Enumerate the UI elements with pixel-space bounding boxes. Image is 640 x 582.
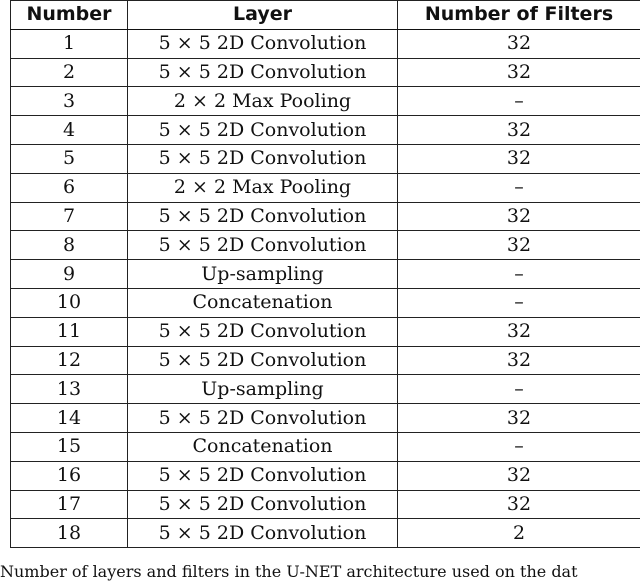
table-row — [11, 519, 640, 548]
cell-number: 17 — [11, 490, 128, 519]
cell-number: 1 — [11, 29, 128, 58]
cell-filters: 32 — [398, 490, 640, 519]
cell-layer: 5 × 5 2D Convolution — [128, 58, 398, 87]
cell-layer: 5 × 5 2D Convolution — [128, 317, 398, 346]
table-row — [11, 173, 640, 202]
cell-filters: – — [398, 173, 640, 202]
cell-filters: 2 — [398, 519, 640, 548]
cell-number: 5 — [11, 144, 128, 173]
cell-number: 4 — [11, 116, 128, 145]
table-row — [11, 404, 640, 433]
cell-number: 10 — [11, 288, 128, 317]
cell-layer: 5 × 5 2D Convolution — [128, 461, 398, 490]
table-body — [11, 29, 640, 547]
header-number: Number — [11, 1, 128, 30]
cell-layer: Concatenation — [128, 288, 398, 317]
cell-layer: 5 × 5 2D Convolution — [128, 29, 398, 58]
table-row — [11, 202, 640, 231]
table-header-row — [11, 1, 640, 30]
cell-filters: – — [398, 432, 640, 461]
cell-layer: 5 × 5 2D Convolution — [128, 346, 398, 375]
cell-filters: 32 — [398, 317, 640, 346]
cell-number: 3 — [11, 87, 128, 116]
table-row — [11, 461, 640, 490]
header-number-of-filters: Number of Filters — [398, 1, 640, 30]
cell-number: 13 — [11, 375, 128, 404]
table-row — [11, 116, 640, 145]
cell-number: 11 — [11, 317, 128, 346]
cell-layer: Concatenation — [128, 432, 398, 461]
cell-number: 9 — [11, 260, 128, 289]
cell-layer: 5 × 5 2D Convolution — [128, 202, 398, 231]
cell-filters: 32 — [398, 58, 640, 87]
table-caption: Number of layers and filters in the U-NET architecture used on the dat — [0, 562, 640, 582]
cell-filters: 32 — [398, 116, 640, 145]
cell-filters: 32 — [398, 231, 640, 260]
cell-number: 6 — [11, 173, 128, 202]
table-row — [11, 144, 640, 173]
cell-filters: 32 — [398, 461, 640, 490]
cell-filters: 32 — [398, 202, 640, 231]
cell-layer: 5 × 5 2D Convolution — [128, 404, 398, 433]
table-row — [11, 432, 640, 461]
cell-filters: – — [398, 260, 640, 289]
cell-filters: – — [398, 87, 640, 116]
header-layer: Layer — [128, 1, 398, 30]
cell-layer: 5 × 5 2D Convolution — [128, 144, 398, 173]
cell-layer: 2 × 2 Max Pooling — [128, 173, 398, 202]
cell-number: 18 — [11, 519, 128, 548]
cell-filters: – — [398, 375, 640, 404]
cell-number: 8 — [11, 231, 128, 260]
cell-layer: 5 × 5 2D Convolution — [128, 519, 398, 548]
layer-table-container — [10, 0, 640, 548]
cell-layer: 2 × 2 Max Pooling — [128, 87, 398, 116]
table-row — [11, 288, 640, 317]
cell-number: 2 — [11, 58, 128, 87]
cell-filters: 32 — [398, 346, 640, 375]
cell-number: 14 — [11, 404, 128, 433]
cell-number: 12 — [11, 346, 128, 375]
cell-layer: 5 × 5 2D Convolution — [128, 231, 398, 260]
cell-number: 15 — [11, 432, 128, 461]
table-row — [11, 317, 640, 346]
table-row — [11, 260, 640, 289]
cell-layer: Up-sampling — [128, 260, 398, 289]
cell-number: 7 — [11, 202, 128, 231]
table-row — [11, 87, 640, 116]
cell-filters: – — [398, 288, 640, 317]
table-row — [11, 58, 640, 87]
table-row — [11, 375, 640, 404]
cell-layer: 5 × 5 2D Convolution — [128, 490, 398, 519]
cell-layer: 5 × 5 2D Convolution — [128, 116, 398, 145]
cell-layer: Up-sampling — [128, 375, 398, 404]
cell-number: 16 — [11, 461, 128, 490]
cell-filters: 32 — [398, 404, 640, 433]
table-row — [11, 346, 640, 375]
table-row — [11, 490, 640, 519]
table-row — [11, 231, 640, 260]
cell-filters: 32 — [398, 144, 640, 173]
table-row — [11, 29, 640, 58]
cell-filters: 32 — [398, 29, 640, 58]
layer-table — [10, 0, 640, 548]
